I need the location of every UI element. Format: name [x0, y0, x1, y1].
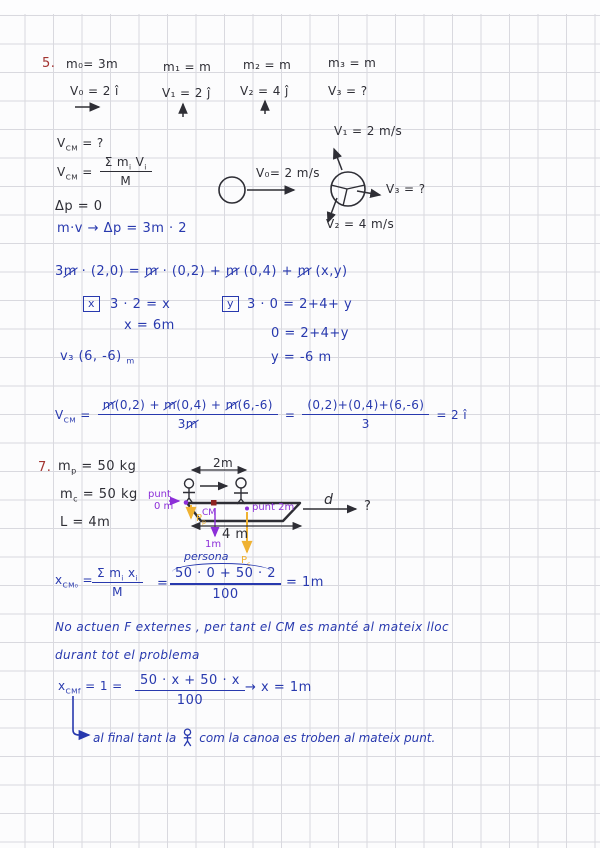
top-margin	[0, 0, 600, 14]
point0-label-line2: 0 m	[154, 501, 174, 512]
vcm-definition	[57, 155, 152, 188]
point2m-label: punt 2m	[252, 502, 295, 513]
vcm-def-numerator: Σ $m_i$ $V_i$	[100, 155, 152, 172]
xcmf-lhs: $x_{CMf} = 1$ =	[58, 679, 123, 696]
y-equation-2: 0 = 2+4+y	[271, 326, 349, 341]
given-person-mass: $m_p = 50$ kg	[58, 459, 137, 476]
x-equation-1: 3 · 2 = x	[110, 297, 171, 312]
xcm0-fraction-1	[92, 566, 143, 599]
velocity-v0: V₀ = 2 î	[70, 84, 119, 98]
conclusion-line	[93, 728, 435, 748]
up-arrow-icon	[260, 97, 272, 116]
vcm-calc-den1: 3m	[177, 417, 198, 431]
given-canoe-mass: $m_c = 50$ kg	[60, 487, 138, 504]
person-weight-label: $P_p$	[196, 513, 206, 526]
velocity-v3: V₃ = ?	[328, 84, 368, 98]
problem7-number: 7.	[38, 460, 52, 475]
vcm-question: $V_{CM}$ = ?	[57, 136, 104, 153]
diagram-v0-label: V₀= 2 m/s	[256, 166, 320, 180]
vcm-calc-den2: 3	[361, 417, 370, 431]
v3-result: v₃ (6, -6) $_m$	[60, 349, 135, 366]
y-component-box: y	[222, 296, 239, 312]
xcmf-num: 50 · x + 50 · x	[135, 673, 245, 691]
xcm0-den1: M	[112, 585, 123, 599]
cm-label: CM	[202, 508, 217, 518]
right-arrow-icon	[74, 102, 104, 112]
point0-label-line1: punt	[148, 489, 171, 500]
mass-m2: m₂ = m	[243, 58, 292, 72]
y-equation-1: 3 · 0 = 2+4+ y	[247, 297, 353, 312]
diagram-v2-label: V₂ = 4 m/s	[326, 217, 395, 231]
conclusion-text-post: com la canoa es troben al mateix punt.	[199, 731, 436, 745]
vcm-calc-num2: (0,2)+(0,4)+(6,-6)	[302, 398, 429, 415]
one-meter-label: 1m	[205, 539, 222, 550]
up-arrow-icon	[178, 100, 190, 119]
mass-m3: m₃ = m	[328, 56, 377, 70]
x-component-box: x	[83, 296, 100, 312]
vcm-calc-equals: =	[284, 407, 296, 422]
stick-figure-icon	[181, 728, 194, 748]
diagram-v3-label: V₃ = ?	[386, 182, 426, 196]
dimension-4m-label: 4 m	[222, 527, 249, 542]
given-length: L = 4m	[60, 515, 111, 530]
explanation-line1: No actuen F externes , per tant el CM es manté al mateix lloc	[55, 620, 450, 634]
xcmf-result: → x = 1m	[245, 680, 312, 695]
canoe-weight-label: $P_c$	[241, 555, 251, 568]
xcm0-num1: Σ $m_i$ $x_i$	[92, 566, 143, 583]
y-equation-3: y = -6 m	[271, 350, 332, 365]
vcm-calculation	[55, 398, 467, 431]
explanation-line2: durant tot el problema	[55, 648, 200, 662]
vcm-def-lhs: $V_{CM}$ =	[57, 164, 93, 181]
persona-brace-label: persona	[184, 550, 229, 563]
momentum-note: m·v → Δp = 3m · 2	[57, 221, 188, 236]
delta-p-zero: Δp = 0	[55, 199, 103, 214]
xcmf-den: 100	[176, 693, 204, 708]
xcm0-result: = 1m	[286, 575, 324, 590]
xcm0-lhs: $x_{CM_0}$ =	[55, 573, 93, 590]
vcm-def-denominator: M	[120, 174, 132, 188]
vector-equation: 3m · (2,0) = m · (0,2) + m (0,4) + m (x,y)	[55, 264, 348, 279]
distance-d-label: d	[324, 492, 333, 508]
vcm-calc-result: = 2 î	[436, 407, 467, 422]
distance-question-label: ?	[364, 499, 372, 514]
vcm-calc-num1: m(0,2) + m(0,4) + m(6,-6)	[98, 398, 278, 415]
xcm0-den2: 100	[212, 587, 239, 602]
vcm-calc-lhs: $V_{CM}$ =	[55, 407, 91, 424]
xcm0-num2: 50 · 0 + 50 · 2	[170, 566, 281, 585]
x-equation-2: x = 6m	[124, 318, 175, 333]
mass-m1: m₁ = m	[163, 60, 212, 74]
xcm0-fraction-2	[170, 566, 281, 602]
dimension-2m-label: 2m	[213, 456, 234, 470]
velocity-v2: V₂ = 4 ĵ	[240, 84, 289, 98]
xcmf-fraction	[135, 673, 245, 708]
mass-m0: m₀= 3m	[66, 57, 119, 71]
xcm0-equals: =	[157, 576, 169, 591]
velocity-v1: V₁ = 2 ĵ	[162, 86, 211, 100]
problem5-number: 5.	[42, 56, 56, 71]
conclusion-text-pre: al final tant la	[93, 731, 177, 745]
diagram-v1-label: V₁ = 2 m/s	[334, 124, 403, 138]
